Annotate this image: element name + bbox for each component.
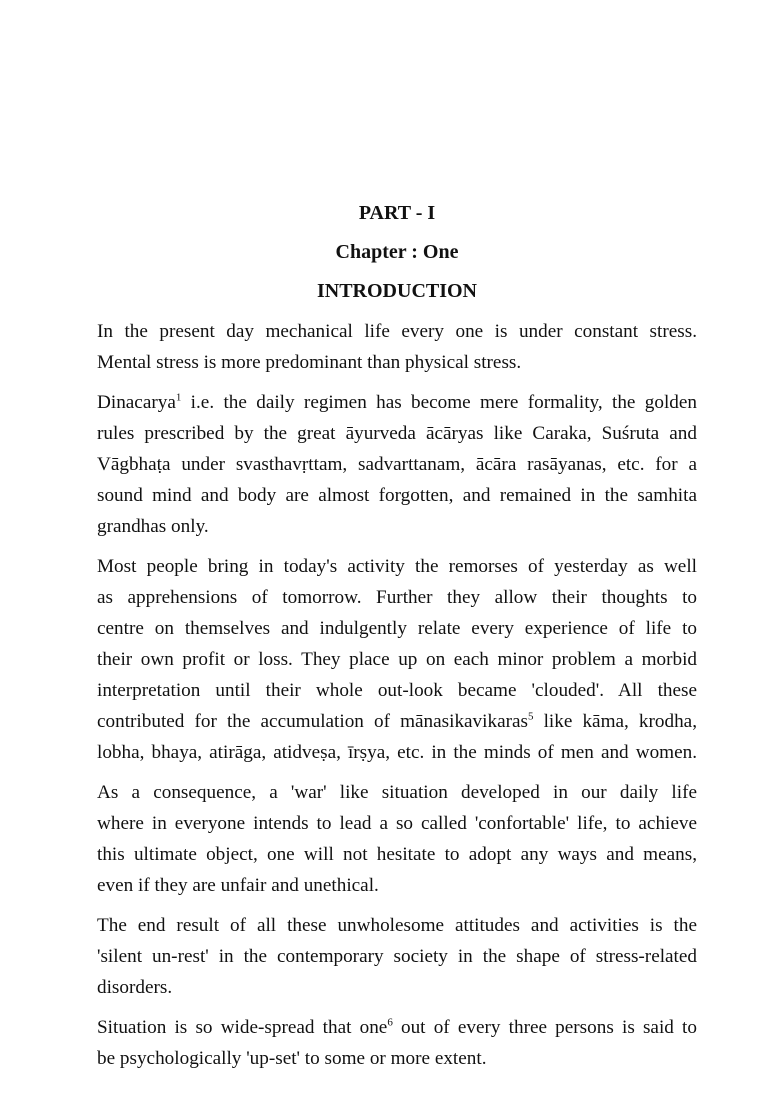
text-fragment: like kāma, krodha, xyxy=(533,711,698,732)
body-text xyxy=(97,316,697,1083)
chapter-headings xyxy=(97,194,697,311)
footnote-ref-6: 6 xyxy=(387,1016,393,1029)
text-line xyxy=(97,1012,697,1043)
text-line: In the present day mechanical life every one is under constant stress. xyxy=(97,321,697,342)
text-fragment: contributed for the accumulation of mānasikavikaras xyxy=(97,711,528,732)
text-line: Mental stress is more predominant than physical stress. xyxy=(97,352,522,373)
text-line: lobha, bhaya, atirāga, atidveṣa, īrṣya, etc. in the minds of men and women. xyxy=(97,742,697,763)
text-line: The end result of all these unwholesome attitudes and activities is the xyxy=(97,915,697,936)
footnote-ref-5: 5 xyxy=(527,710,534,723)
chapter-title: INTRODUCTION xyxy=(316,280,478,302)
text-line: where in everyone intends to lead a so called 'confortable' life, to achieve xyxy=(97,813,697,834)
paragraph-3 xyxy=(97,551,697,768)
text-line: Most people bring in today's activity the remorses of yesterday as well xyxy=(97,556,697,577)
footnote-ref-1: 1 xyxy=(175,391,182,404)
text-line: sound mind and body are almost forgotten, and remained in the samhita xyxy=(97,485,697,506)
chapter-heading: Chapter : One xyxy=(335,241,459,263)
text-line: grandhas only. xyxy=(97,516,209,537)
text-line: 'silent un-rest' in the contemporary society in the shape of stress-related xyxy=(97,946,697,967)
text-line xyxy=(97,387,697,418)
text-line: As a consequence, a 'war' like situation developed in our daily life xyxy=(97,782,697,803)
text-line: centre on themselves and indulgently relate every experience of life to xyxy=(97,618,697,639)
text-line: Vāgbhaṭa under svasthavṛttam, sadvarttanam, ācāra rasāyanas, etc. for a xyxy=(97,454,697,475)
text-line: as apprehensions of tomorrow. Further they allow their thoughts to xyxy=(97,587,697,608)
text-line: rules prescribed by the great āyurveda ācāryas like Caraka, Suśruta and xyxy=(97,423,697,444)
text-line: disorders. xyxy=(97,977,173,998)
text-line: this ultimate object, one will not hesitate to adopt any ways and means, xyxy=(97,844,697,865)
text-line xyxy=(97,706,697,737)
paragraph-1 xyxy=(97,316,697,378)
text-line: be psychologically 'up-set' to some or more extent. xyxy=(97,1048,487,1069)
text-line: even if they are unfair and unethical. xyxy=(97,875,379,896)
paragraph-5 xyxy=(97,910,697,1003)
paragraph-4 xyxy=(97,777,697,901)
text-fragment: i.e. the daily regimen has become mere formality, the golden xyxy=(181,392,697,413)
paragraph-6 xyxy=(97,1012,697,1074)
part-heading: PART - I xyxy=(358,202,436,224)
text-line: interpretation until their whole out-look became 'clouded'. All these xyxy=(97,680,697,701)
term-dinacarya: Dinacarya xyxy=(97,392,176,413)
paragraph-2 xyxy=(97,387,697,542)
text-fragment: out of every three persons is said to xyxy=(392,1017,697,1038)
text-line: their own profit or loss. They place up on each minor problem a morbid xyxy=(97,649,697,670)
text-fragment: Situation is so wide-spread that one xyxy=(97,1017,388,1038)
